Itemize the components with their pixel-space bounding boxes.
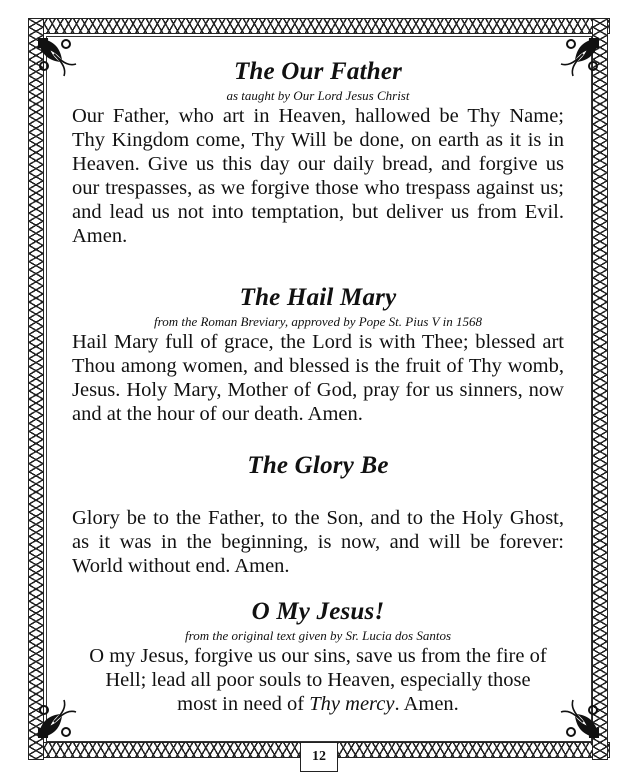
page-number: 12: [300, 742, 338, 772]
prayer-subtitle: from the Roman Breviary, approved by Pope St. Pius V in 1568: [154, 314, 482, 329]
prayer-section-hail-mary: [72, 282, 564, 426]
border-top: [28, 18, 610, 34]
prayer-title: The Our Father: [233, 58, 403, 85]
prayer-text-line: O my Jesus, forgive us our sins, save us from the fire of: [89, 645, 547, 667]
prayer-title: The Glory Be: [247, 452, 389, 479]
prayer-text: Glory be to the Father, to the Son, and to the Holy Ghost, as it was in the beginning, is now, and will be forever: World without end. Amen.: [72, 507, 564, 577]
prayer-subtitle: as taught by Our Lord Jesus Christ: [226, 88, 410, 103]
prayer-section-glory-be: [72, 450, 564, 578]
prayer-text-fragment: most in need of: [177, 693, 310, 715]
prayer-title: O My Jesus!: [251, 598, 385, 625]
prayer-subtitle: from the original text given by Sr. Lucia dos Santos: [185, 628, 451, 643]
border-right: [592, 18, 608, 760]
prayer-text: Hail Mary full of grace, the Lord is with Thee; blessed art Thou among women, and blessed is the fruit of Thy womb, Jesus. Holy Mary, Mother of God, pray for us sinners, now and at the hour of our death. Amen.: [72, 331, 564, 425]
border-left: [28, 18, 44, 760]
prayer-text-emphasis: Thy mercy: [309, 693, 395, 715]
prayer-text-line: [72, 692, 564, 716]
prayer-title: The Hail Mary: [239, 284, 397, 311]
prayer-text: Our Father, who art in Heaven, hallowed be Thy Name; Thy Kingdom come, Thy Will be done, on earth as it is in Heaven. Give us this day our daily bread, and forgive us our trespasses, as we forgive those who trespass against us; and lead us not into temptation, but deliver us from Evil. Amen.: [72, 105, 564, 247]
prayer-text-fragment: . Amen.: [394, 693, 459, 715]
prayer-section-our-father: [72, 56, 564, 248]
prayer-section-o-my-jesus: [72, 596, 564, 716]
prayer-text-line: Hell; lead all poor souls to Heaven, especially those: [105, 669, 531, 691]
